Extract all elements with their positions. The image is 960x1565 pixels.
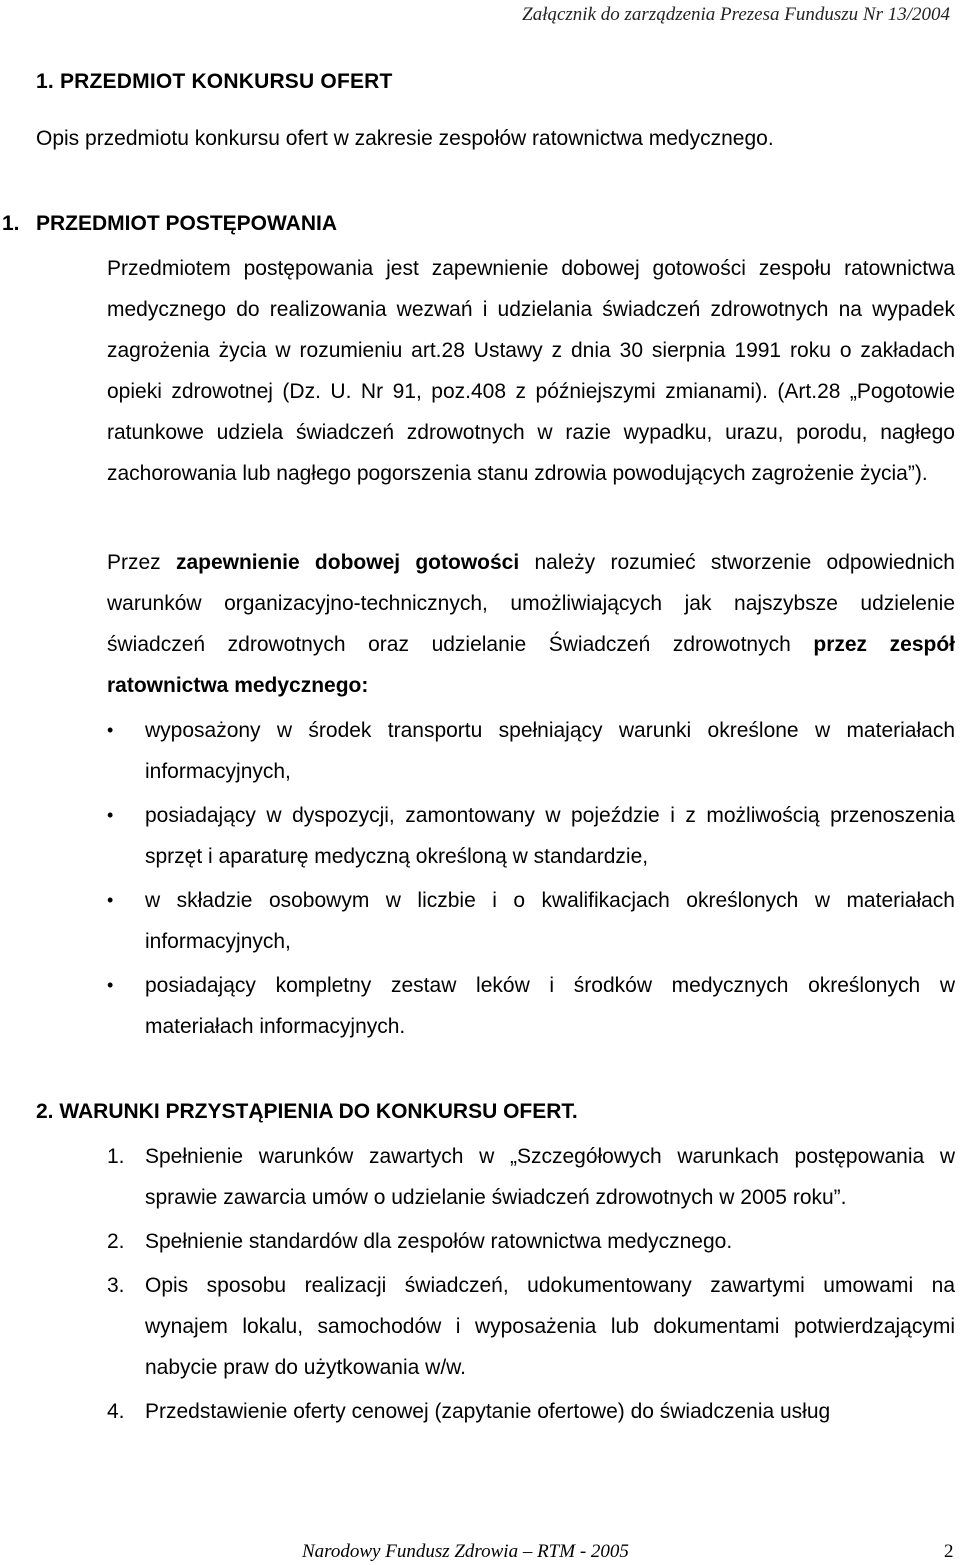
conditions-numbered-list [107, 1136, 955, 1435]
list-item [107, 1221, 955, 1262]
list-item-text: wyposażony w środek transportu spełniający warunki określone w materiałach informacyjnych, [145, 719, 955, 783]
bullet-icon: • [107, 975, 114, 995]
list-item-number: 3. [107, 1274, 125, 1297]
list-item [107, 795, 955, 877]
list-item-number: 1. [107, 1145, 125, 1168]
section-1-title: 1. PRZEDMIOT KONKURSU OFERT [36, 70, 393, 93]
list-item-number: 2. [107, 1230, 125, 1253]
paragraph-readiness-bold-2: przez zespół ratownictwa medycznego: [107, 633, 955, 697]
list-item-text: Spełnienie warunków zawartych w „Szczegółowych warunkach postępowania w sprawie zawarcia umów o udzielanie świadczeń zdrowotnych w 2005 roku”. [145, 1145, 955, 1209]
requirements-bullet-list [107, 710, 955, 1050]
list-item [107, 710, 955, 792]
document-header: Załącznik do zarządzenia Prezesa Funduszu Nr 13/2004 [522, 4, 950, 25]
bullet-icon: • [107, 720, 114, 740]
bullet-icon: • [107, 890, 114, 910]
subsection-number: 1. [2, 212, 20, 235]
list-item [107, 880, 955, 962]
list-item [107, 1265, 955, 1388]
list-item [107, 965, 955, 1047]
list-item-text: Spełnienie standardów dla zespołów ratownictwa medycznego. [145, 1230, 733, 1253]
list-item-text: Opis sposobu realizacji świadczeń, udokumentowany zawartymi umowami na wynajem lokalu, samochodów i wyposażenia lub dokumentami potwierdzającymi nabycie praw do użytkowania w/w. [145, 1274, 955, 1379]
list-item-text: posiadający kompletny zestaw leków i środków medycznych określonych w materiałach informacyjnych. [145, 974, 955, 1038]
footer-text: Narodowy Fundusz Zdrowia – RTM - 2005 [302, 1541, 629, 1562]
page-number: 2 [944, 1541, 954, 1562]
paragraph-readiness-text-b: należy rozumieć stworzenie odpowiednich warunków organizacyjno-technicznych, umożliwiających jak najszybsze udzielenie świadczeń zdrowotnych oraz udzielanie Świadczeń zdrowotnych [107, 551, 955, 656]
list-item-text: posiadający w dyspozycji, zamontowany w pojeździe i z możliwością przenoszenia sprzęt i aparaturę medyczną określoną w standardzie, [145, 804, 955, 868]
list-item-number: 4. [107, 1400, 125, 1423]
list-item-text: Przedstawienie oferty cenowej (zapytanie ofertowe) do świadczenia usług [145, 1400, 831, 1423]
list-item-text: w składzie osobowym w liczbie i o kwalifikacjach określonych w materiałach informacyjnych, [145, 889, 955, 953]
paragraph-readiness [107, 542, 955, 706]
paragraph-readiness-bold-1: zapewnienie dobowej gotowości [175, 551, 520, 574]
bullet-icon: • [107, 805, 114, 825]
paragraph-subject: Przedmiotem postępowania jest zapewnienie dobowej gotowości zespołu ratownictwa medycznego do realizowania wezwań i udzielania świadczeń zdrowotnych na wypadek zagrożenia życia w rozumieniu art.28 Ustawy z dnia 30 sierpnia 1991 roku o zakładach opieki zdrowotnej (Dz. U. Nr 91, poz.408 z późniejszymi zmianami). (Art.28 „Pogotowie ratunkowe udziela świadczeń zdrowotnych w razie wypadku, urazu, porodu, nagłego zachorowania lub nagłego pogorszenia stanu zdrowia powodujących zagrożenie życia”). [107, 257, 955, 485]
subsection-heading: PRZEDMIOT POSTĘPOWANIA [36, 212, 338, 235]
list-item [107, 1136, 955, 1218]
section-2-title: 2. WARUNKI PRZYSTĄPIENIA DO KONKURSU OFERT. [36, 1100, 578, 1123]
list-item [107, 1391, 955, 1432]
paragraph-readiness-text-a: Przez [107, 551, 176, 574]
section-1-subtitle: Opis przedmiotu konkursu ofert w zakresie zespołów ratownictwa medycznego. [36, 127, 774, 150]
